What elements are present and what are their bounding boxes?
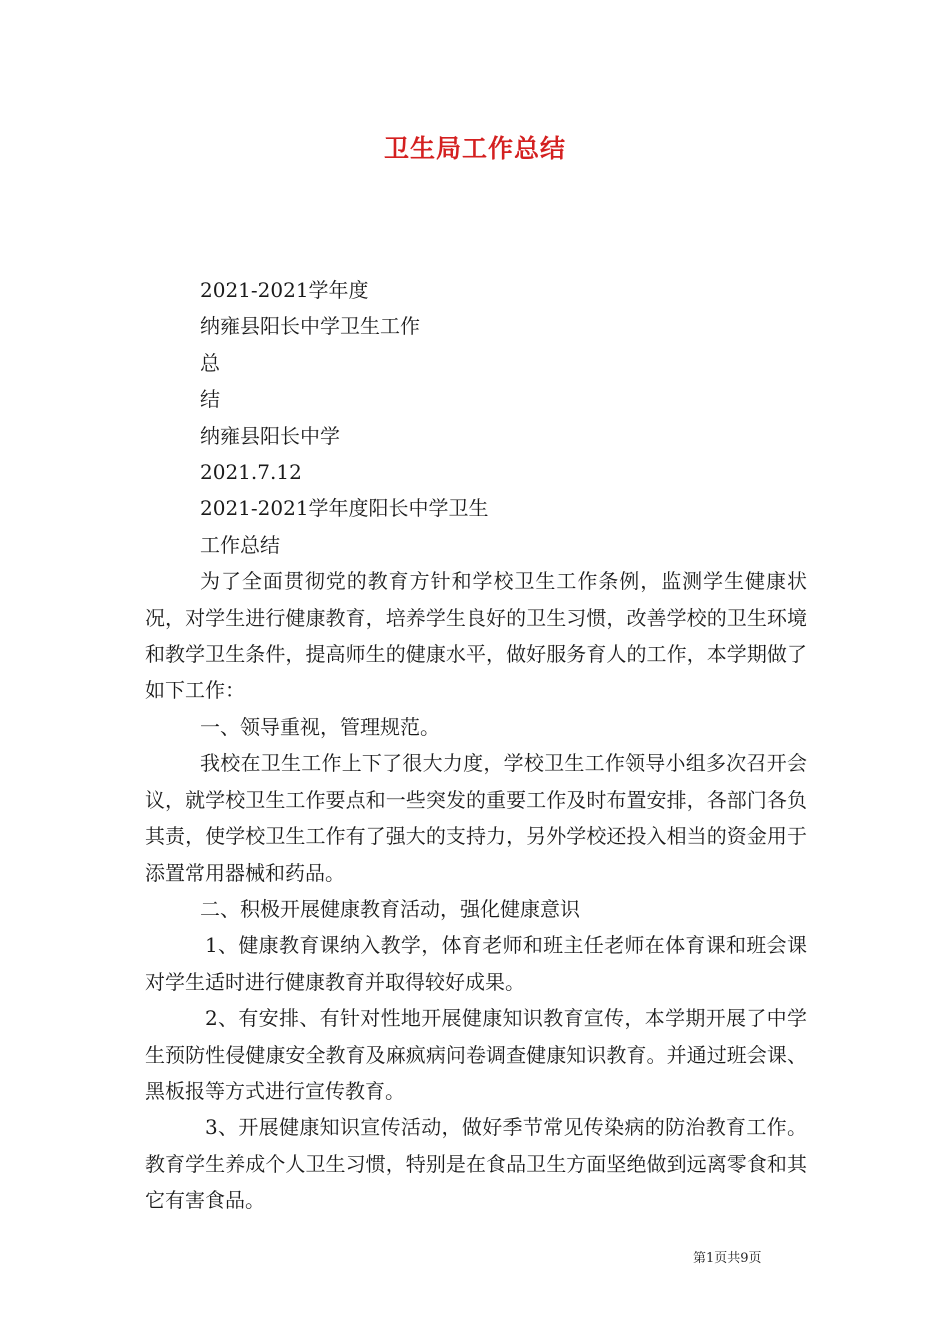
document-body <box>145 272 807 1219</box>
section-heading-2: 二、积极开展健康教育活动，强化健康意识 <box>200 896 580 921</box>
header-line-date: 2021.7.12 <box>200 460 302 485</box>
paragraph-item-2: 2、有安排、有针对性地开展健康知识教育宣传，本学期开展了中学生预防性侵健康安全教育及麻疯病问卷调查健康知识教育。并通过班会课、黑板报等方式进行宣传教育。 <box>145 1006 807 1103</box>
section-heading-1: 一、领导重视，管理规范。 <box>200 714 440 739</box>
header-line-subtitle: 2021-2021学年度阳长中学卫生 <box>200 496 489 521</box>
page-number: 第1页共9页 <box>693 1251 762 1266</box>
paragraph-item-3: 3、开展健康知识宣传活动，做好季节常见传染病的防治教育工作。教育学生养成个人卫生习惯，特别是在食品卫生方面坚绝做到远离零食和其它有害食品。 <box>145 1115 807 1213</box>
paragraph-leadership: 我校在卫生工作上下了很大力度，学校卫生工作领导小组多次召开会议，就学校卫生工作要点和一些突发的重要工作及时布置安排，各部门各负其责，使学校卫生工作有了强大的支持力，另外学校还投入相当的资金用于添置常用器械和药品。 <box>145 751 807 885</box>
header-line-school-work: 纳雍县阳长中学卫生工作 <box>200 314 420 339</box>
header-line-summary: 工作总结 <box>200 532 280 557</box>
document-title: 卫生局工作总结 <box>383 134 566 163</box>
header-line-zong: 总 <box>200 350 220 375</box>
paragraph-item-1: 1、健康教育课纳入教学，体育老师和班主任老师在体育课和班会课对学生适时进行健康教育并取得较好成果。 <box>145 933 807 994</box>
header-line-year: 2021-2021学年度 <box>200 278 369 302</box>
header-line-jie: 结 <box>200 387 220 412</box>
paragraph-intro: 为了全面贯彻党的教育方针和学校卫生工作条例，监测学生健康状况，对学生进行健康教育，培养学生良好的卫生习惯，改善学校的卫生环境和教学卫生条件，提高师生的健康水平，做好服务育人的工作，本学期做了如下工作： <box>145 569 807 703</box>
header-line-school: 纳雍县阳长中学 <box>200 423 340 448</box>
